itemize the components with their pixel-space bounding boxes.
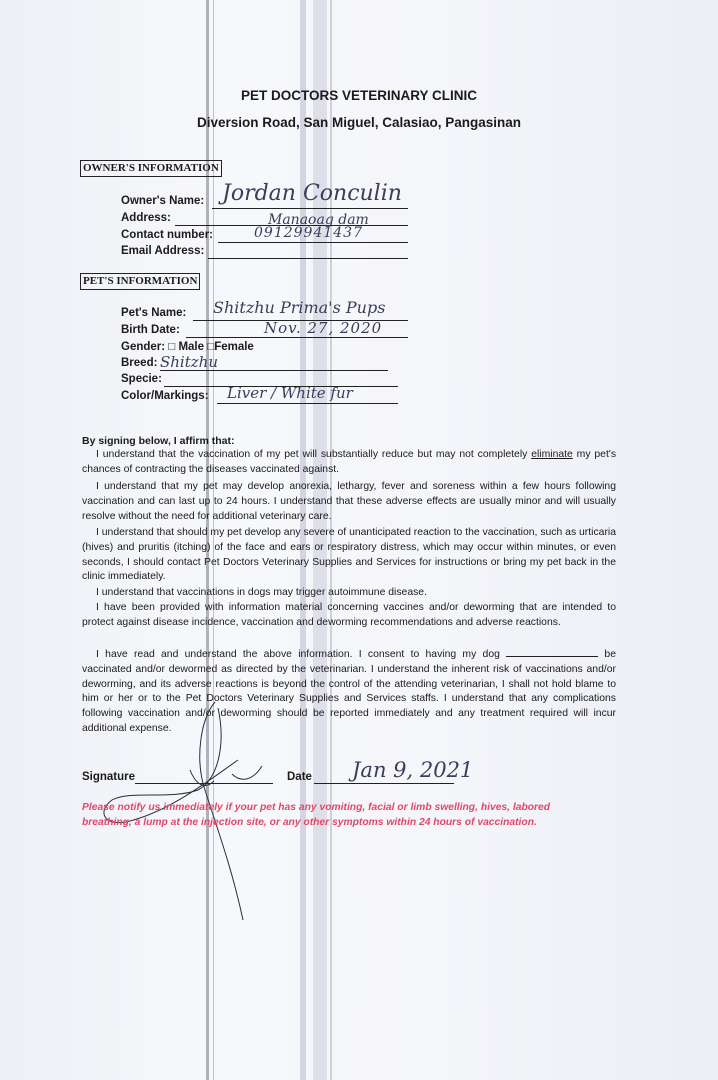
- affirmation-paragraph: I understand that vaccinations in dogs may trigger autoimmune disease.: [96, 587, 427, 598]
- owner-name-label: Owner's Name:: [121, 195, 205, 207]
- gender-label: Gender:: [121, 341, 166, 353]
- color-markings-value: Liver / White fur: [227, 384, 353, 402]
- vaccination-notice: Please notify us immediately if your pet has any vomiting, facial or limb swelling, hives, labored breathing, a lump at the injection site, or any other symptoms within 24 hours of vaccination.: [82, 802, 551, 828]
- birth-date-value: Nov. 27, 2020: [264, 319, 383, 337]
- p1-emphasis: eliminate: [531, 449, 573, 460]
- address-label: Address:: [121, 212, 171, 224]
- affirmation-paragraph: I have been provided with information material concerning vaccines and/or deworming that are intended to protect against disease incidence, vaccination and deworming recommendations and adverse reactions.: [82, 602, 616, 628]
- owner-section-heading: OWNER'S INFORMATION: [80, 160, 222, 177]
- owner-name-value: Jordan Conculin: [222, 181, 402, 206]
- female-option-label: Female: [214, 341, 254, 353]
- p6-start: I have read and understand the above information. I consent to having my dog: [96, 649, 507, 660]
- address-value: Manaoag dam: [268, 212, 369, 228]
- p1-start: I understand that the vaccination of my pet will substantially reduce but may not completely: [96, 449, 532, 460]
- pet-name-value: Shitzhu Prima's Pups: [213, 298, 386, 317]
- contact-value: 09129941437: [254, 225, 363, 241]
- female-checkbox[interactable]: □: [207, 341, 215, 353]
- p1-end: my pet's chances of contracting the diseases vaccinated against.: [82, 449, 617, 475]
- pet-name-label: Pet's Name:: [121, 307, 187, 319]
- breed-value: Shitzhu: [160, 353, 218, 371]
- color-markings-label: Color/Markings:: [121, 390, 209, 402]
- pet-section-heading: PET'S INFORMATION: [80, 273, 200, 290]
- affirmation-heading: By signing below, I affirm that:: [82, 435, 235, 447]
- birth-date-label: Birth Date:: [121, 324, 180, 336]
- affirmation-paragraph: I understand that should my pet develop any severe of unanticipated reaction to the vaccination, such as urticaria (hives) and pruritis (itching) of the face and ears or respiratory distress, which may occur within minutes, or even seconds, I should contact Pet Doctors Veterinary Supplies and Services for instructions or bring my pet back in the clinic immediately.: [82, 527, 616, 583]
- breed-label: Breed:: [121, 357, 158, 369]
- date-label: Date: [287, 771, 312, 783]
- male-option-label: Male: [178, 341, 205, 353]
- contact-label: Contact number:: [121, 229, 213, 241]
- signature-label: Signature: [82, 771, 136, 783]
- date-value: Jan 9, 2021: [352, 758, 474, 782]
- email-label: Email Address:: [121, 245, 205, 257]
- affirmation-paragraph: I understand that my pet may develop anorexia, lethargy, fever and soreness within a few hours following vaccination and can last up to 24 hours. I understand that these adverse effects are usually minor and will usually resolve without the need for additional veterinary care.: [82, 481, 616, 522]
- clinic-address: Diversion Road, San Miguel, Calasiao, Pangasinan: [196, 115, 522, 130]
- p6-end: be vaccinated and/or dewormed as directed by the veterinarian. I understand the inherent risk of vaccinations and/or deworming, and its adverse reactions is beyond the control of the attending veterinarian, I shall not hold blame to him or her or to the Pet Doctors Veterinary Supplies and Services staffs. I understand that any complications following vaccination and/or deworming should be reported immediately and any treatment required will incur additional expense.: [82, 649, 616, 734]
- male-checkbox[interactable]: □: [168, 341, 176, 353]
- specie-label: Specie:: [121, 373, 162, 385]
- clinic-name: PET DOCTORS VETERINARY CLINIC: [240, 88, 478, 103]
